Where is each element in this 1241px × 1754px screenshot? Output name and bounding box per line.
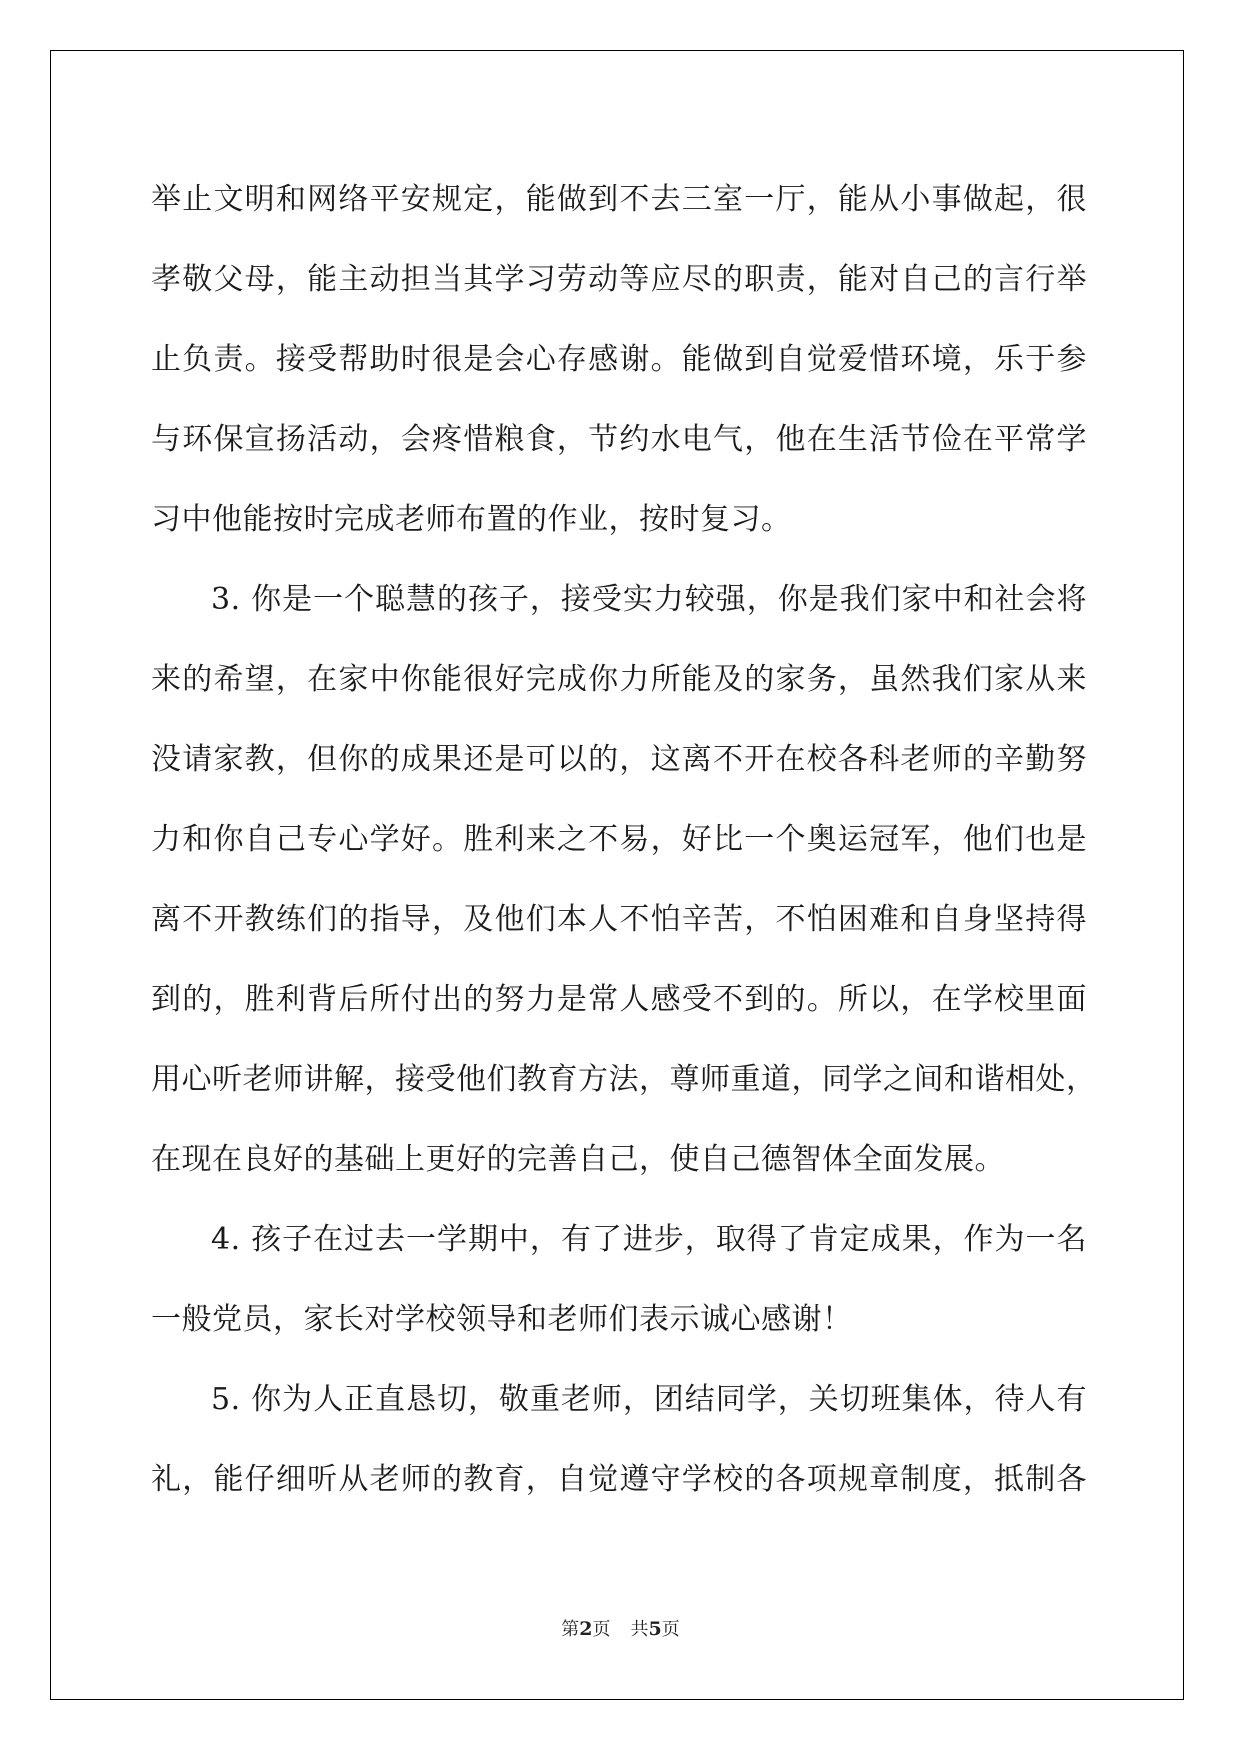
page-footer [0, 1617, 1241, 1642]
page-prefix: 第 [561, 1619, 580, 1640]
total-suffix: 页 [661, 1619, 680, 1640]
page-suffix: 页 [592, 1619, 611, 1640]
text-line: 孝敬父母，能主动担当其学习劳动等应尽的职责，能对自己的言行举 [151, 262, 1087, 297]
text-line: 用心听老师讲解，接受他们教育方法，尊师重道，同学之间和谐相处， [151, 1062, 1097, 1097]
total-page-number: 5 [648, 1618, 662, 1640]
text-line: 礼，能仔细听从老师的教育，自觉遵守学校的各项规章制度，抵制各 [151, 1462, 1087, 1497]
text-line: 习中他能按时完成老师布置的作业，按时复习。 [151, 502, 792, 537]
paragraph-5-start: 5. 你为人正直恳切，敬重老师，团结同学，关切班集体，待人有 [211, 1382, 1087, 1417]
current-page-number: 2 [579, 1618, 593, 1640]
text-line: 止负责。接受帮助时很是会心存感谢。能做到自觉爱惜环境，乐于参 [151, 342, 1087, 377]
paragraph-3-start: 3. 你是一个聪慧的孩子，接受实力较强，你是我们家中和社会将 [211, 582, 1087, 617]
text-line: 到的，胜利背后所付出的努力是常人感受不到的。所以，在学校里面 [151, 982, 1087, 1017]
text-line: 没请家教，但你的成果还是可以的，这离不开在校各科老师的辛勤努 [151, 742, 1087, 777]
text-line: 举止文明和网络平安规定，能做到不去三室一厅，能从小事做起，很 [151, 182, 1087, 217]
total-prefix: 共 [630, 1619, 649, 1640]
text-line: 与环保宣扬活动，会疼惜粮食，节约水电气，他在生活节俭在平常学 [151, 422, 1087, 457]
text-line: 离不开教练们的指导，及他们本人不怕辛苦，不怕困难和自身坚持得 [151, 902, 1087, 937]
document-body [151, 160, 1097, 1520]
paragraph-4-start: 4. 孩子在过去一学期中，有了进步，取得了肯定成果，作为一名 [211, 1222, 1087, 1257]
text-line: 一般党员，家长对学校领导和老师们表示诚心感谢！ [151, 1302, 853, 1337]
text-line: 在现在良好的基础上更好的完善自己，使自己德智体全面发展。 [151, 1142, 1005, 1177]
text-line: 力和你自己专心学好。胜利来之不易，好比一个奥运冠军，他们也是 [151, 822, 1087, 857]
text-line: 来的希望，在家中你能很好完成你力所能及的家务，虽然我们家从来 [151, 662, 1087, 697]
